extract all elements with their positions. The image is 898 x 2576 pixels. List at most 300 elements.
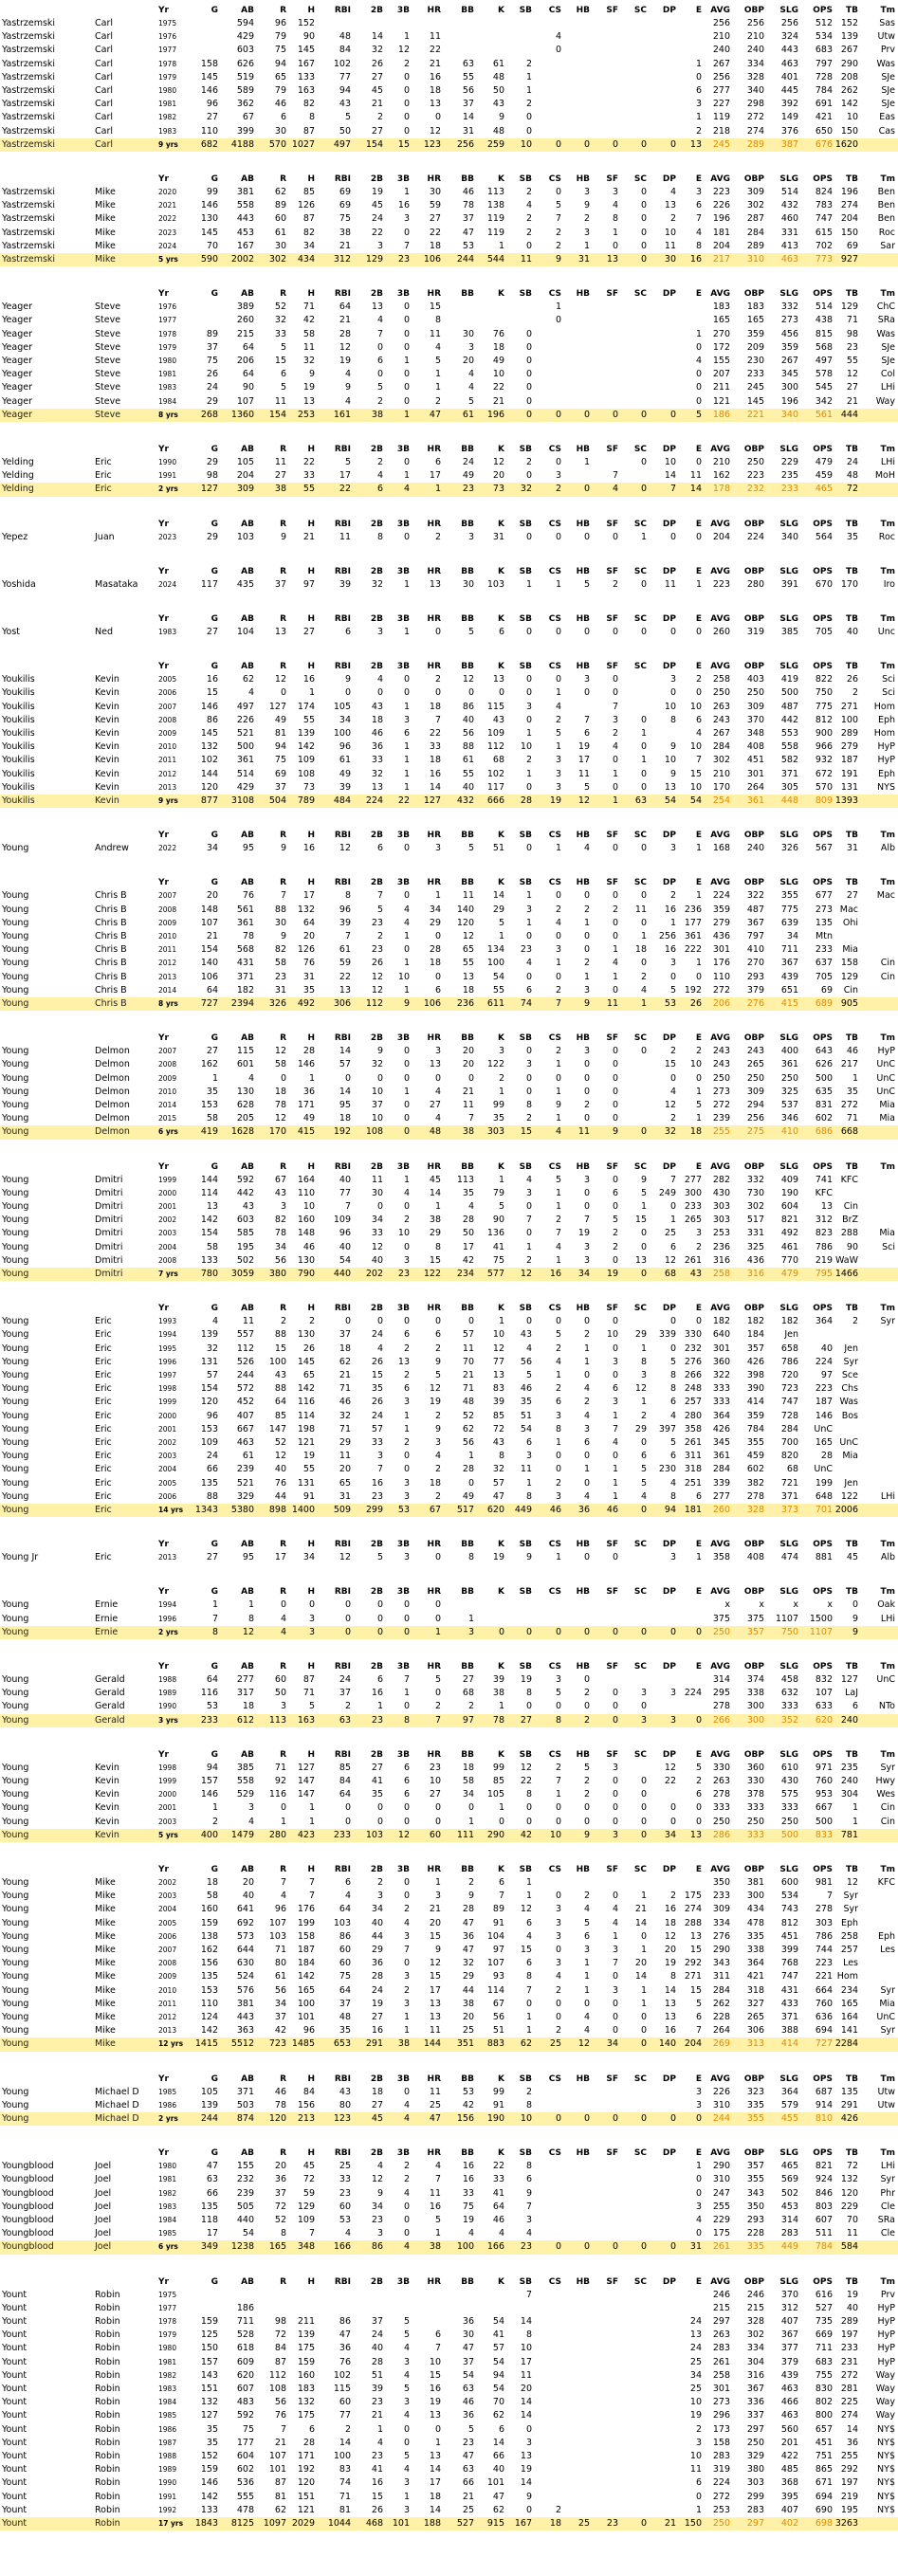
stat-ops: 971 — [816, 1762, 833, 1775]
stat-e: 10 — [690, 740, 702, 754]
stat-hr: 29 — [430, 1227, 441, 1240]
stat-sc: 29 — [635, 1423, 647, 1436]
column-header: DP — [663, 518, 676, 531]
column-header: SB — [520, 2147, 532, 2160]
last-name: Yeager — [2, 381, 32, 394]
first-name: Robin — [95, 2491, 120, 2504]
stat-ops: 775 — [816, 701, 833, 714]
stat-r: 12 — [275, 1450, 286, 1463]
stat-slg: 305 — [781, 781, 798, 795]
stat-k: 117 — [487, 781, 504, 795]
stat-slg: 371 — [781, 2011, 798, 2024]
stat-dp: 4 — [670, 1410, 676, 1423]
stat-ops: 567 — [816, 842, 833, 855]
column-header: G — [211, 1748, 218, 1762]
stat-e: 34 — [690, 2369, 702, 2383]
stat-tb: 11 — [847, 2227, 858, 2240]
stat-ab: 3059 — [231, 1268, 254, 1281]
stat-hr: 27 — [430, 1788, 441, 1801]
column-header: CS — [549, 660, 561, 673]
stat-rbi: 31 — [339, 1490, 351, 1504]
stat-r: 0 — [281, 686, 286, 700]
column-header: 2B — [371, 518, 383, 531]
stat-bb: 49 — [463, 469, 474, 483]
last-name: Young — [2, 1315, 28, 1328]
stat-bb: 140 — [457, 904, 474, 917]
column-header: HB — [577, 518, 590, 531]
stat-cs: 5 — [556, 1687, 561, 1700]
stat-sb: 0 — [526, 842, 532, 855]
stat-h: 130 — [298, 1254, 315, 1268]
first-name: Gerald — [95, 1714, 125, 1727]
stat-sc: 0 — [641, 227, 647, 240]
stat-hb: 19 — [578, 1227, 590, 1240]
stat-bb: 11 — [463, 1099, 474, 1112]
stat-tm: LHi — [881, 1613, 895, 1626]
stat-k: 33 — [493, 2173, 504, 2186]
column-header: Tm — [880, 1660, 895, 1673]
first-name: Joel — [95, 2173, 111, 2186]
stat-cs: 4 — [556, 1241, 561, 1254]
stat-ops: 616 — [816, 2289, 833, 2302]
last-name: Youkilis — [2, 673, 35, 686]
stat-ops: 676 — [816, 138, 833, 152]
stat-bb: 12 — [463, 930, 474, 943]
stat-tm: Syr — [880, 2024, 895, 2037]
stat-slg: 359 — [781, 341, 798, 355]
season-row — [0, 1463, 898, 1476]
last-name: Yount — [2, 2329, 27, 2342]
stat-slg: 410 — [781, 1125, 798, 1139]
stat-k: 75 — [493, 1254, 504, 1268]
stat-obp: 350 — [747, 2201, 764, 2214]
first-name: Kevin — [95, 701, 119, 714]
stat-sf: 0 — [613, 1058, 618, 1071]
stat-sf: 0 — [613, 1174, 618, 1187]
stat-obp: 360 — [747, 1762, 764, 1775]
stat-tb: 14 — [847, 2423, 858, 2437]
stat-k: 8 — [499, 1450, 504, 1463]
stat-r: 50 — [275, 1687, 286, 1700]
column-header: BB — [461, 2275, 474, 2289]
stat-hr: 6 — [435, 1328, 441, 1342]
column-header: SLG — [779, 1538, 798, 1551]
stat-sb: 32 — [521, 483, 532, 496]
stat-2b: 10 — [372, 1112, 383, 1125]
stat-g: 154 — [201, 1382, 218, 1396]
stat-sf: 0 — [613, 754, 618, 767]
stat-g: 153 — [201, 1423, 218, 1436]
stat-g: 27 — [207, 626, 218, 639]
stat-hr: 9 — [435, 1944, 441, 1957]
season-year: 1988 — [158, 2450, 176, 2463]
season-row — [0, 1700, 898, 1713]
stat-ab: 381 — [237, 1998, 254, 2011]
stat-h: 5 — [309, 1700, 315, 1713]
last-name: Yount — [2, 2369, 27, 2383]
stat-sb: 1 — [526, 84, 532, 98]
stat-3b: 0 — [404, 1450, 410, 1463]
stat-k: 62 — [493, 2409, 504, 2422]
column-header: OBP — [744, 287, 764, 301]
stat-ops: 784 — [816, 2240, 833, 2254]
stat-cs: 9 — [556, 1099, 561, 1112]
season-row — [0, 1599, 898, 1612]
stat-tm: NY$ — [877, 2504, 895, 2517]
column-header: BB — [461, 4, 474, 17]
stat-hb: 25 — [578, 2517, 590, 2530]
last-name: Youngblood — [2, 2227, 54, 2240]
stat-slg: 460 — [781, 212, 798, 226]
stat-obp: 602 — [747, 1463, 764, 1476]
stat-ops: 690 — [816, 2504, 833, 2517]
stat-sf: 34 — [607, 2037, 618, 2051]
stat-sb: 8 — [526, 1490, 532, 1504]
stat-g: 159 — [201, 2463, 218, 2476]
column-header: RBI — [335, 2275, 351, 2289]
stat-h: 139 — [298, 727, 315, 740]
first-name: Michael D — [95, 2099, 139, 2112]
stat-sf: 0 — [613, 1254, 618, 1268]
stat-sf: 46 — [607, 1504, 618, 1517]
stat-2b: 19 — [372, 186, 383, 199]
stat-rbi: 85 — [339, 1762, 351, 1775]
stat-ab: 186 — [237, 2302, 254, 2315]
stat-avg: 210 — [713, 768, 730, 781]
season-year: 1999 — [158, 1396, 176, 1409]
stat-avg: 176 — [713, 957, 730, 970]
column-header: E — [696, 443, 702, 456]
last-name: Young — [2, 1045, 28, 1058]
column-header: 3B — [397, 2147, 410, 2160]
first-name: Chris B — [95, 984, 127, 997]
stat-h: 492 — [298, 997, 315, 1011]
stat-e: 13 — [690, 138, 702, 152]
stat-tb: 426 — [841, 2112, 858, 2126]
season-row — [0, 768, 898, 781]
stat-hr: 6 — [435, 984, 441, 997]
stat-sb: 0 — [526, 1072, 532, 1086]
stat-hr: 15 — [430, 301, 441, 314]
column-header: TB — [846, 287, 858, 301]
stat-bb: 236 — [457, 997, 474, 1011]
column-header: SB — [520, 1863, 532, 1876]
stat-obp: 265 — [747, 2011, 764, 2024]
stat-hb: 0 — [584, 1200, 590, 1214]
stat-ab: 107 — [237, 395, 254, 409]
stat-e: 300 — [685, 1187, 702, 1200]
stat-obp: 408 — [747, 1551, 764, 1564]
stat-ab: 568 — [237, 943, 254, 957]
stat-obp: 284 — [747, 227, 764, 240]
stat-sb: 1 — [526, 1890, 532, 1903]
stat-e: 0 — [696, 395, 702, 409]
stat-ops: 669 — [816, 2329, 833, 2342]
season-year: 1998 — [158, 1382, 176, 1396]
stat-obp: 243 — [747, 1045, 764, 1058]
stat-r: 11 — [275, 395, 286, 409]
stat-ab: 239 — [237, 1463, 254, 1476]
stat-hr: 1 — [435, 483, 441, 496]
stat-e: 0 — [696, 1315, 702, 1328]
stat-avg: 207 — [713, 368, 730, 381]
stat-hr: 0 — [435, 686, 441, 700]
stat-g: 99 — [207, 186, 218, 199]
stat-bb: 55 — [463, 71, 474, 84]
stat-h: 1 — [309, 1072, 315, 1086]
column-header: HB — [577, 1748, 590, 1762]
stat-rbi: 7 — [345, 930, 351, 943]
stat-rbi: 39 — [339, 917, 351, 930]
season-year: 2022 — [158, 842, 176, 855]
stat-dp: 0 — [670, 626, 676, 639]
column-header: SF — [606, 173, 618, 186]
stat-slg: 367 — [781, 957, 798, 970]
stat-tm: Syr — [880, 1762, 895, 1775]
stat-h: 1027 — [292, 138, 315, 152]
stat-sc: 1 — [641, 997, 647, 1011]
column-header: BB — [461, 660, 474, 673]
stat-rbi: 96 — [339, 904, 351, 917]
stat-avg: 360 — [713, 1356, 730, 1369]
stat-bb: 4 — [468, 1200, 474, 1214]
stat-ab: 363 — [237, 2024, 254, 2037]
stat-sc: 2 — [641, 1410, 647, 1423]
stat-ab: 204 — [237, 469, 254, 483]
season-row — [0, 111, 898, 124]
stat-k: 577 — [487, 1268, 504, 1281]
last-name: Yepez — [2, 531, 27, 544]
stat-h: 159 — [298, 2356, 315, 2369]
stat-tm: NTo — [879, 1700, 895, 1713]
stat-slg: 370 — [781, 2289, 798, 2302]
stat-bb: 37 — [463, 98, 474, 111]
last-name: Yeager — [2, 301, 32, 314]
stat-cs: 0 — [556, 456, 561, 469]
stat-sc: 4 — [641, 1490, 647, 1504]
column-header: HB — [577, 565, 590, 578]
season-year: 2010 — [158, 930, 176, 943]
stat-h: 58 — [303, 328, 315, 341]
stat-2b: 22 — [372, 227, 383, 240]
season-year: 2014 — [158, 1099, 176, 1112]
column-header: G — [211, 2275, 218, 2289]
stat-bb: 5 — [468, 395, 474, 409]
column-header: TB — [846, 612, 858, 626]
stat-ops: 233 — [816, 943, 833, 957]
stat-r: 113 — [269, 1714, 286, 1727]
stat-r: 8 — [281, 2227, 286, 2240]
stat-tb: 272 — [841, 1099, 858, 1112]
stat-h: 1400 — [292, 1504, 315, 1517]
stat-hr: 2 — [435, 531, 441, 544]
stat-g: 233 — [201, 1714, 218, 1727]
season-row — [0, 1613, 898, 1626]
stat-k: 196 — [487, 409, 504, 422]
stat-ab: 2002 — [231, 253, 254, 266]
stat-sc: 3 — [641, 1687, 647, 1700]
stat-hb: 4 — [584, 842, 590, 855]
stat-slg: 569 — [781, 2173, 798, 2186]
stat-r: 62 — [275, 186, 286, 199]
stat-bb: 29 — [463, 1970, 474, 1983]
column-header: 3B — [397, 660, 410, 673]
stat-sb: 10 — [521, 740, 532, 754]
last-name: Yount — [2, 2409, 27, 2422]
last-name: Yastrzemski — [2, 71, 55, 84]
stat-h: 97 — [303, 578, 315, 592]
stat-3b: 1 — [404, 740, 410, 754]
stat-dp: 21 — [665, 2517, 676, 2530]
season-row — [0, 1984, 898, 1998]
stat-3b: 0 — [404, 314, 410, 327]
stat-h: 10 — [303, 1200, 315, 1214]
column-header: H — [307, 1585, 315, 1599]
stat-k: 91 — [493, 2099, 504, 2112]
stat-sf: 3 — [613, 1396, 618, 1409]
stat-tm: NY$ — [877, 2476, 895, 2490]
stat-tm: LHi — [881, 456, 895, 469]
stat-dp: 16 — [665, 1903, 676, 1916]
column-header: SC — [634, 660, 647, 673]
stat-g: 64 — [207, 984, 218, 997]
stat-g: 132 — [201, 740, 218, 754]
stat-2b: 0 — [377, 1613, 383, 1626]
stat-r: 9 — [281, 930, 286, 943]
stat-dp: 5 — [670, 984, 676, 997]
stat-3b: 0 — [404, 1058, 410, 1071]
stat-dp: 3 — [670, 1551, 676, 1564]
stat-rbi: 17 — [339, 469, 351, 483]
first-name: Mike — [95, 1957, 116, 1970]
column-header: AB — [241, 1863, 254, 1876]
stat-g: 58 — [207, 1241, 218, 1254]
season-year: 2023 — [158, 227, 176, 240]
stat-k: 40 — [493, 2463, 504, 2476]
season-year: 2003 — [158, 1890, 176, 1903]
stat-g: 133 — [201, 1254, 218, 1268]
stat-ops: 221 — [816, 1970, 833, 1983]
stat-tm: Utw — [878, 2086, 895, 2099]
stat-sb: 14 — [521, 2476, 532, 2490]
stat-rbi: 65 — [339, 1477, 351, 1490]
stat-obp: 338 — [747, 1944, 764, 1957]
stat-rbi: 77 — [339, 1187, 351, 1200]
stat-obp: 327 — [747, 1998, 764, 2011]
stat-e: 266 — [685, 1369, 702, 1382]
stat-3b: 6 — [404, 1788, 410, 1801]
stat-cs: 3 — [556, 1490, 561, 1504]
stat-sf: 7 — [613, 1957, 618, 1970]
column-header: SLG — [779, 876, 798, 889]
stat-g: 35 — [207, 1086, 218, 1099]
stat-e: 4 — [696, 355, 702, 368]
stat-2b: 16 — [372, 1687, 383, 1700]
season-year: 1981 — [158, 2356, 176, 2369]
stat-avg: 262 — [713, 1998, 730, 2011]
stat-dp: 53 — [665, 997, 676, 1011]
column-header-row — [0, 876, 898, 889]
stat-hr: 18 — [430, 701, 441, 714]
stat-ab: 604 — [237, 2450, 254, 2463]
total-row — [0, 138, 898, 152]
last-name: Yeager — [2, 368, 32, 381]
stat-ab: 155 — [237, 2160, 254, 2173]
stat-bb: 56 — [463, 1436, 474, 1450]
stat-rbi: 6 — [345, 1876, 351, 1890]
column-header: E — [696, 1302, 702, 1315]
stat-slg: 433 — [781, 1998, 798, 2011]
stat-g: 160 — [201, 1903, 218, 1916]
column-header: 3B — [397, 287, 410, 301]
stat-avg: 430 — [713, 1187, 730, 1200]
stat-h: 130 — [298, 1328, 315, 1342]
stat-tb: 1 — [852, 1801, 858, 1815]
column-header: SC — [634, 1748, 647, 1762]
stat-3b: 0 — [404, 2437, 410, 2450]
stat-slg: 723 — [781, 1382, 798, 1396]
stat-sb: 6 — [526, 1957, 532, 1970]
stat-2b: 11 — [372, 1174, 383, 1187]
stat-sb: 1 — [526, 578, 532, 592]
stat-3b: 3 — [404, 212, 410, 226]
season-year: 2010 — [158, 1984, 176, 1998]
season-row — [0, 2160, 898, 2173]
stat-bb: 68 — [463, 1687, 474, 1700]
season-year: 1985 — [158, 2086, 176, 2099]
stat-bb: 46 — [463, 2396, 474, 2409]
stat-r: 96 — [275, 1903, 286, 1916]
stat-avg: 359 — [713, 904, 730, 917]
column-header: TB — [846, 2147, 858, 2160]
stat-slg: 537 — [781, 1099, 798, 1112]
column-header: R — [280, 2073, 286, 2086]
stat-sb: 51 — [521, 1410, 532, 1423]
stat-sc: 29 — [635, 1328, 647, 1342]
column-header: HR — [428, 2073, 441, 2086]
column-header: Tm — [880, 1032, 895, 1045]
column-header: E — [696, 1160, 702, 1174]
stat-obp: 278 — [747, 1490, 764, 1504]
stat-sb: 0 — [526, 1086, 532, 1099]
stat-sf: 3 — [613, 1762, 618, 1775]
stat-3b: 0 — [404, 1700, 410, 1713]
stat-e: 0 — [696, 456, 702, 469]
stat-obp: 283 — [747, 2504, 764, 2517]
stat-obp: 233 — [747, 368, 764, 381]
stat-k: 64 — [493, 2201, 504, 2214]
stat-h: 27 — [303, 626, 315, 639]
stat-ab: 95 — [243, 1551, 254, 1564]
stat-3b: 23 — [398, 253, 410, 266]
stat-e: 2 — [696, 2423, 702, 2437]
stat-2b: 2 — [377, 1876, 383, 1890]
stat-hb: 9 — [584, 1829, 590, 1842]
column-header: SLG — [779, 1160, 798, 1174]
stat-ops: 797 — [816, 58, 833, 71]
stat-rbi: 100 — [334, 2450, 351, 2463]
column-header: BB — [461, 518, 474, 531]
stat-tb: 129 — [841, 301, 858, 314]
season-row — [0, 2187, 898, 2201]
column-header: HB — [577, 1032, 590, 1045]
stat-obp: 245 — [747, 381, 764, 394]
stat-bb: 0 — [468, 1801, 474, 1815]
stat-sc: 0 — [641, 138, 647, 152]
stat-tm: Cin — [881, 1816, 895, 1829]
first-name: Andrew — [95, 842, 129, 855]
stat-slg: 373 — [781, 1504, 798, 1517]
